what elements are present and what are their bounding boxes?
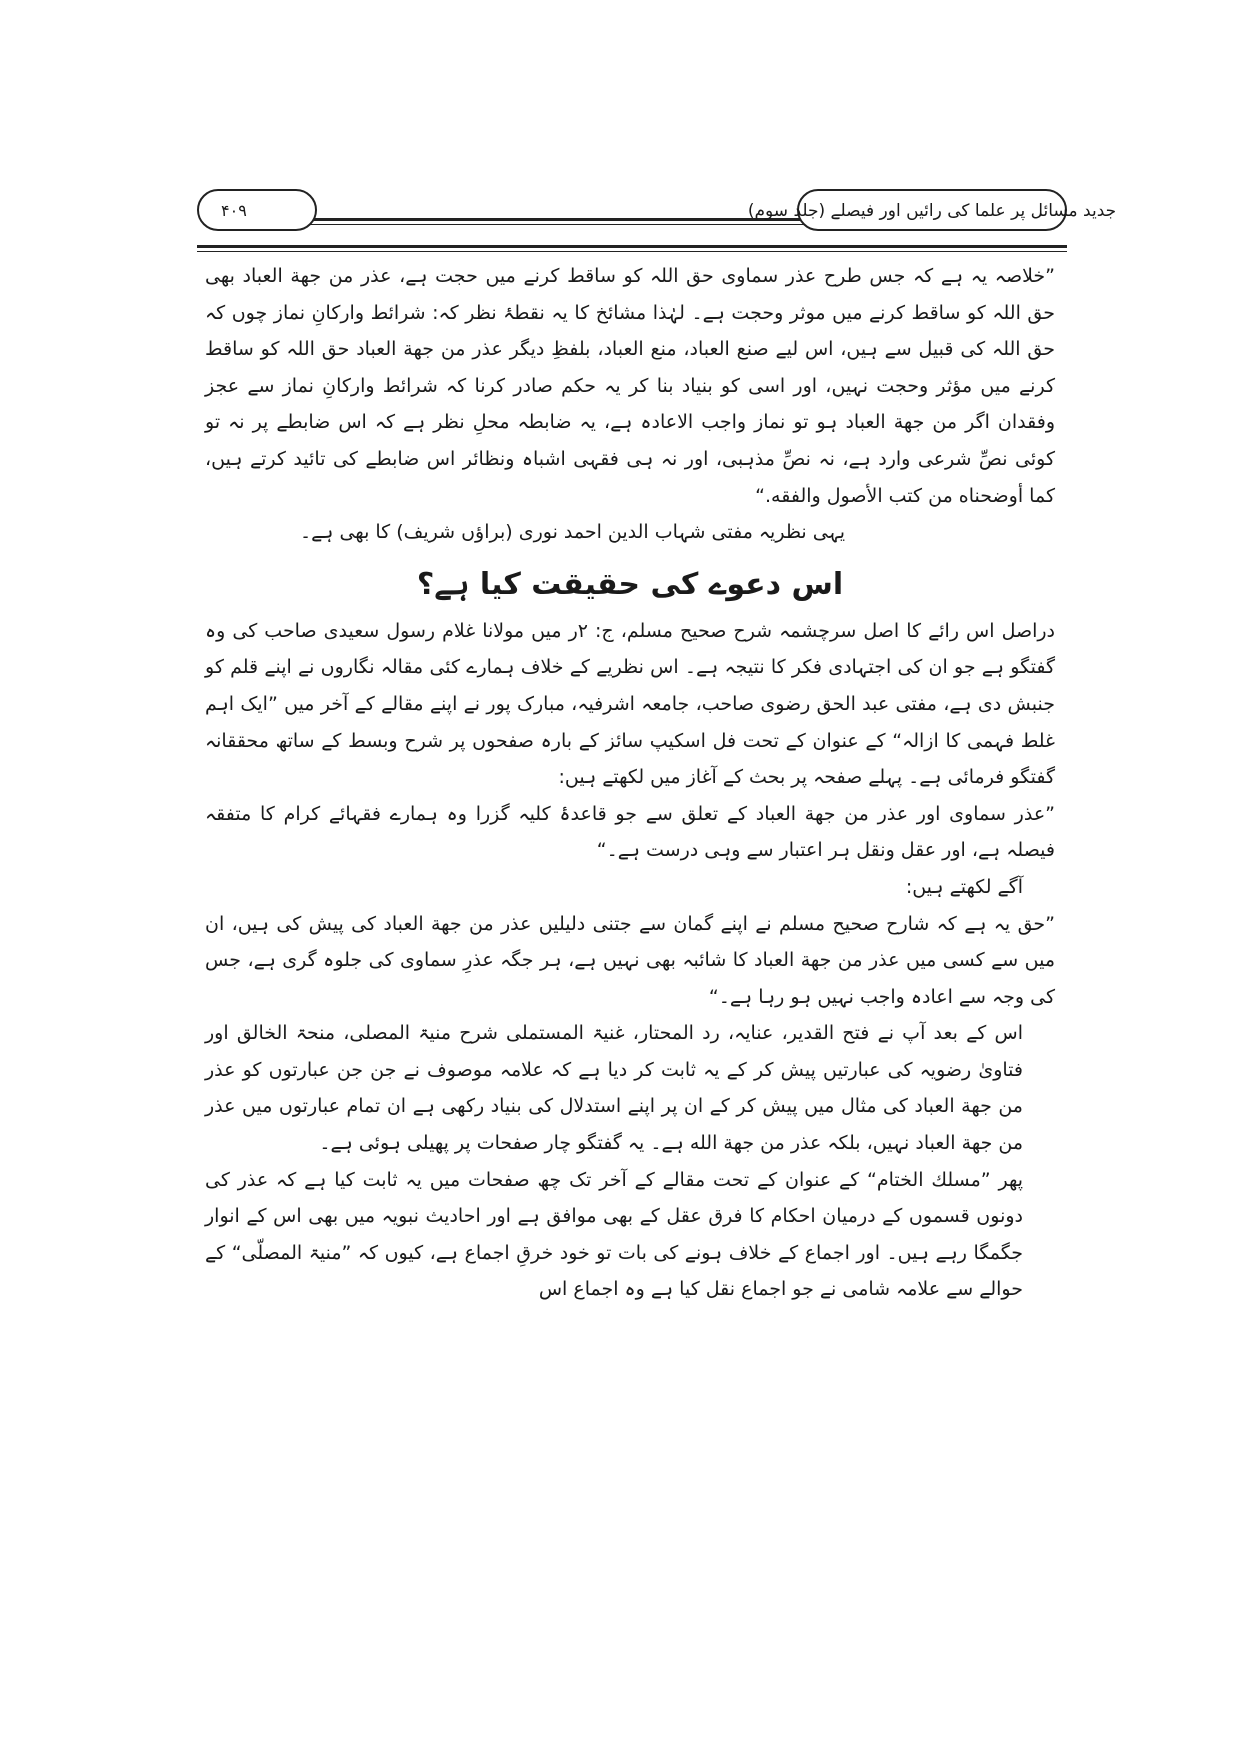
- running-title-frame: [747, 189, 1117, 231]
- paragraph: پھر ”مسلك الختام“ کے عنوان کے تحت مقالے کے آخر تک چھ صفحات میں یہ ثابت کیا ہے کہ عذر کی دونوں قسموں کے درمیان احکام کا فرق عقل کے بھی موافق ہے اور احادیث نبویہ میں بھی اس کے انوار جگمگا رہے ہیں۔ اور اجماع کے خلاف ہونے کی بات تو خود خرقِ اجماع ہے، کیوں کہ ”منیۃ المصلّی“ کے حوالے سے علامہ شامی نے جو اجماع نقل کیا ہے وہ اجماع اس: [205, 1168, 1023, 1301]
- header-rule: [287, 218, 817, 221]
- quote-block: ”عذر سماوی اور عذر من جهة العباد کے تعلق سے جو قاعدۂ کلیہ گزرا وہ ہمارے فقہائے کرام کا متفقہ فیصلہ ہے، اور عقل ونقل ہر اعتبار سے وہی درست ہے۔“: [205, 802, 1055, 862]
- quote-block: ”حق یہ ہے کہ شارح صحیح مسلم نے اپنے گمان سے جتنی دلیلیں عذر من جهة العباد کی پیش کی ہیں، ان میں سے کسی میں عذر من جهة العباد کا شائبہ بھی نہیں ہے، ہر جگہ عذرِ سماوی کی جلوہ گری ہے، جس کی وجہ سے اعادہ واجب نہیں ہو رہا ہے۔“: [205, 912, 1055, 1008]
- note-line: یہی نظریہ مفتی شہاب الدین احمد نوری (براؤں شریف) کا بھی ہے۔: [300, 521, 845, 544]
- paragraph: دراصل اس رائے کا اصل سرچشمہ شرح صحیح مسلم، ج: ۲ر میں مولانا غلام رسول سعیدی صاحب کی وہ گفتگو ہے جو ان کی اجتہادی فکر کا نتیجہ ہے۔ اس نظریے کے خلاف ہمارے کئی مقالہ نگاروں نے اپنے قلم کو جنبش دی ہے، مفتی عبد الحق رضوی صاحب، جامعہ اشرفیہ، مبارک پور نے اپنے مقالے کے آخر میں ”ایک اہم غلط فہمی کا ازالہ“ کے عنوان کے تحت فل اسکیپ سائز کے بارہ صفحوں پر شرح وبسط کے ساتھ محققانہ گفتگو فرمائی ہے۔ پہلے صفحہ پر بحث کے آغاز میں لکھتے ہیں:: [205, 619, 1056, 789]
- page-number: ۴۰۹: [221, 200, 247, 220]
- top-divider: [197, 245, 1067, 248]
- top-divider-thin: [197, 251, 1067, 252]
- paragraph: اس کے بعد آپ نے فتح القدیر، عنایہ، رد المحتار، غنیۃ المستملی شرح منیۃ المصلی، منحۃ الخالق اور فتاویٰ رضویہ کی عبارتیں پیش کر کے یہ ثابت کر دیا ہے کہ علامہ موصوف نے جن جن عبارتوں کو عذر من جهة العباد کی مثال میں پیش کر کے ان پر اپنے استدلال کی بنیاد رکھی ہے ان تمام عبارتوں میں عذر من جهة العباد نہیں، بلکہ عذر من جهة الله ہے۔ یہ گفتگو چار صفحات پر پھیلی ہوئی ہے۔: [205, 1022, 1023, 1155]
- note-line: آگے لکھتے ہیں:: [905, 875, 1023, 898]
- running-title: جدید مسائل پر علما کی رائیں اور فیصلے (جلد سوم): [747, 200, 1117, 221]
- page-header: [197, 189, 1117, 235]
- page-number-frame: [197, 189, 317, 231]
- header-rule-thin: [287, 224, 817, 225]
- section-heading: اس دعوے کی حقیقت کیا ہے؟: [416, 566, 844, 602]
- body-text: [205, 258, 1055, 1308]
- quote-block: ”خلاصہ یہ ہے کہ جس طرح عذر سماوی حق اللہ کو ساقط کرنے میں حجت ہے، عذر من جهة العباد بھی حق اللہ کو ساقط کرنے میں موثر وحجت ہے۔ لہٰذا مشائخ کا یہ نقطۂ نظر کہ: شرائط وارکانِ نماز چوں کہ حق اللہ کی قبیل سے ہیں، اس لیے صنع العباد، منع العباد، بلفظِ دیگر عذر من جهة العباد حق اللہ کو ساقط کرنے میں مؤثر وحجت نہیں، اور اسی کو بنیاد بنا کر یہ حکم صادر کرنا کہ شرائط وارکانِ نماز سے عجز وفقدان اگر من جهة العباد ہو تو نماز واجب الاعادہ ہے، یہ ضابطہ محلِ نظر ہے کہ اس ضابطے پر نہ تو کوئی نصِّ شرعی وارد ہے، نہ نصِّ مذہبی، اور نہ ہی فقہی اشباہ ونظائر اس ضابطے کی تائید کرتے ہیں، کما أوضحناه من كتب الأصول والفقه.“: [205, 265, 1055, 507]
